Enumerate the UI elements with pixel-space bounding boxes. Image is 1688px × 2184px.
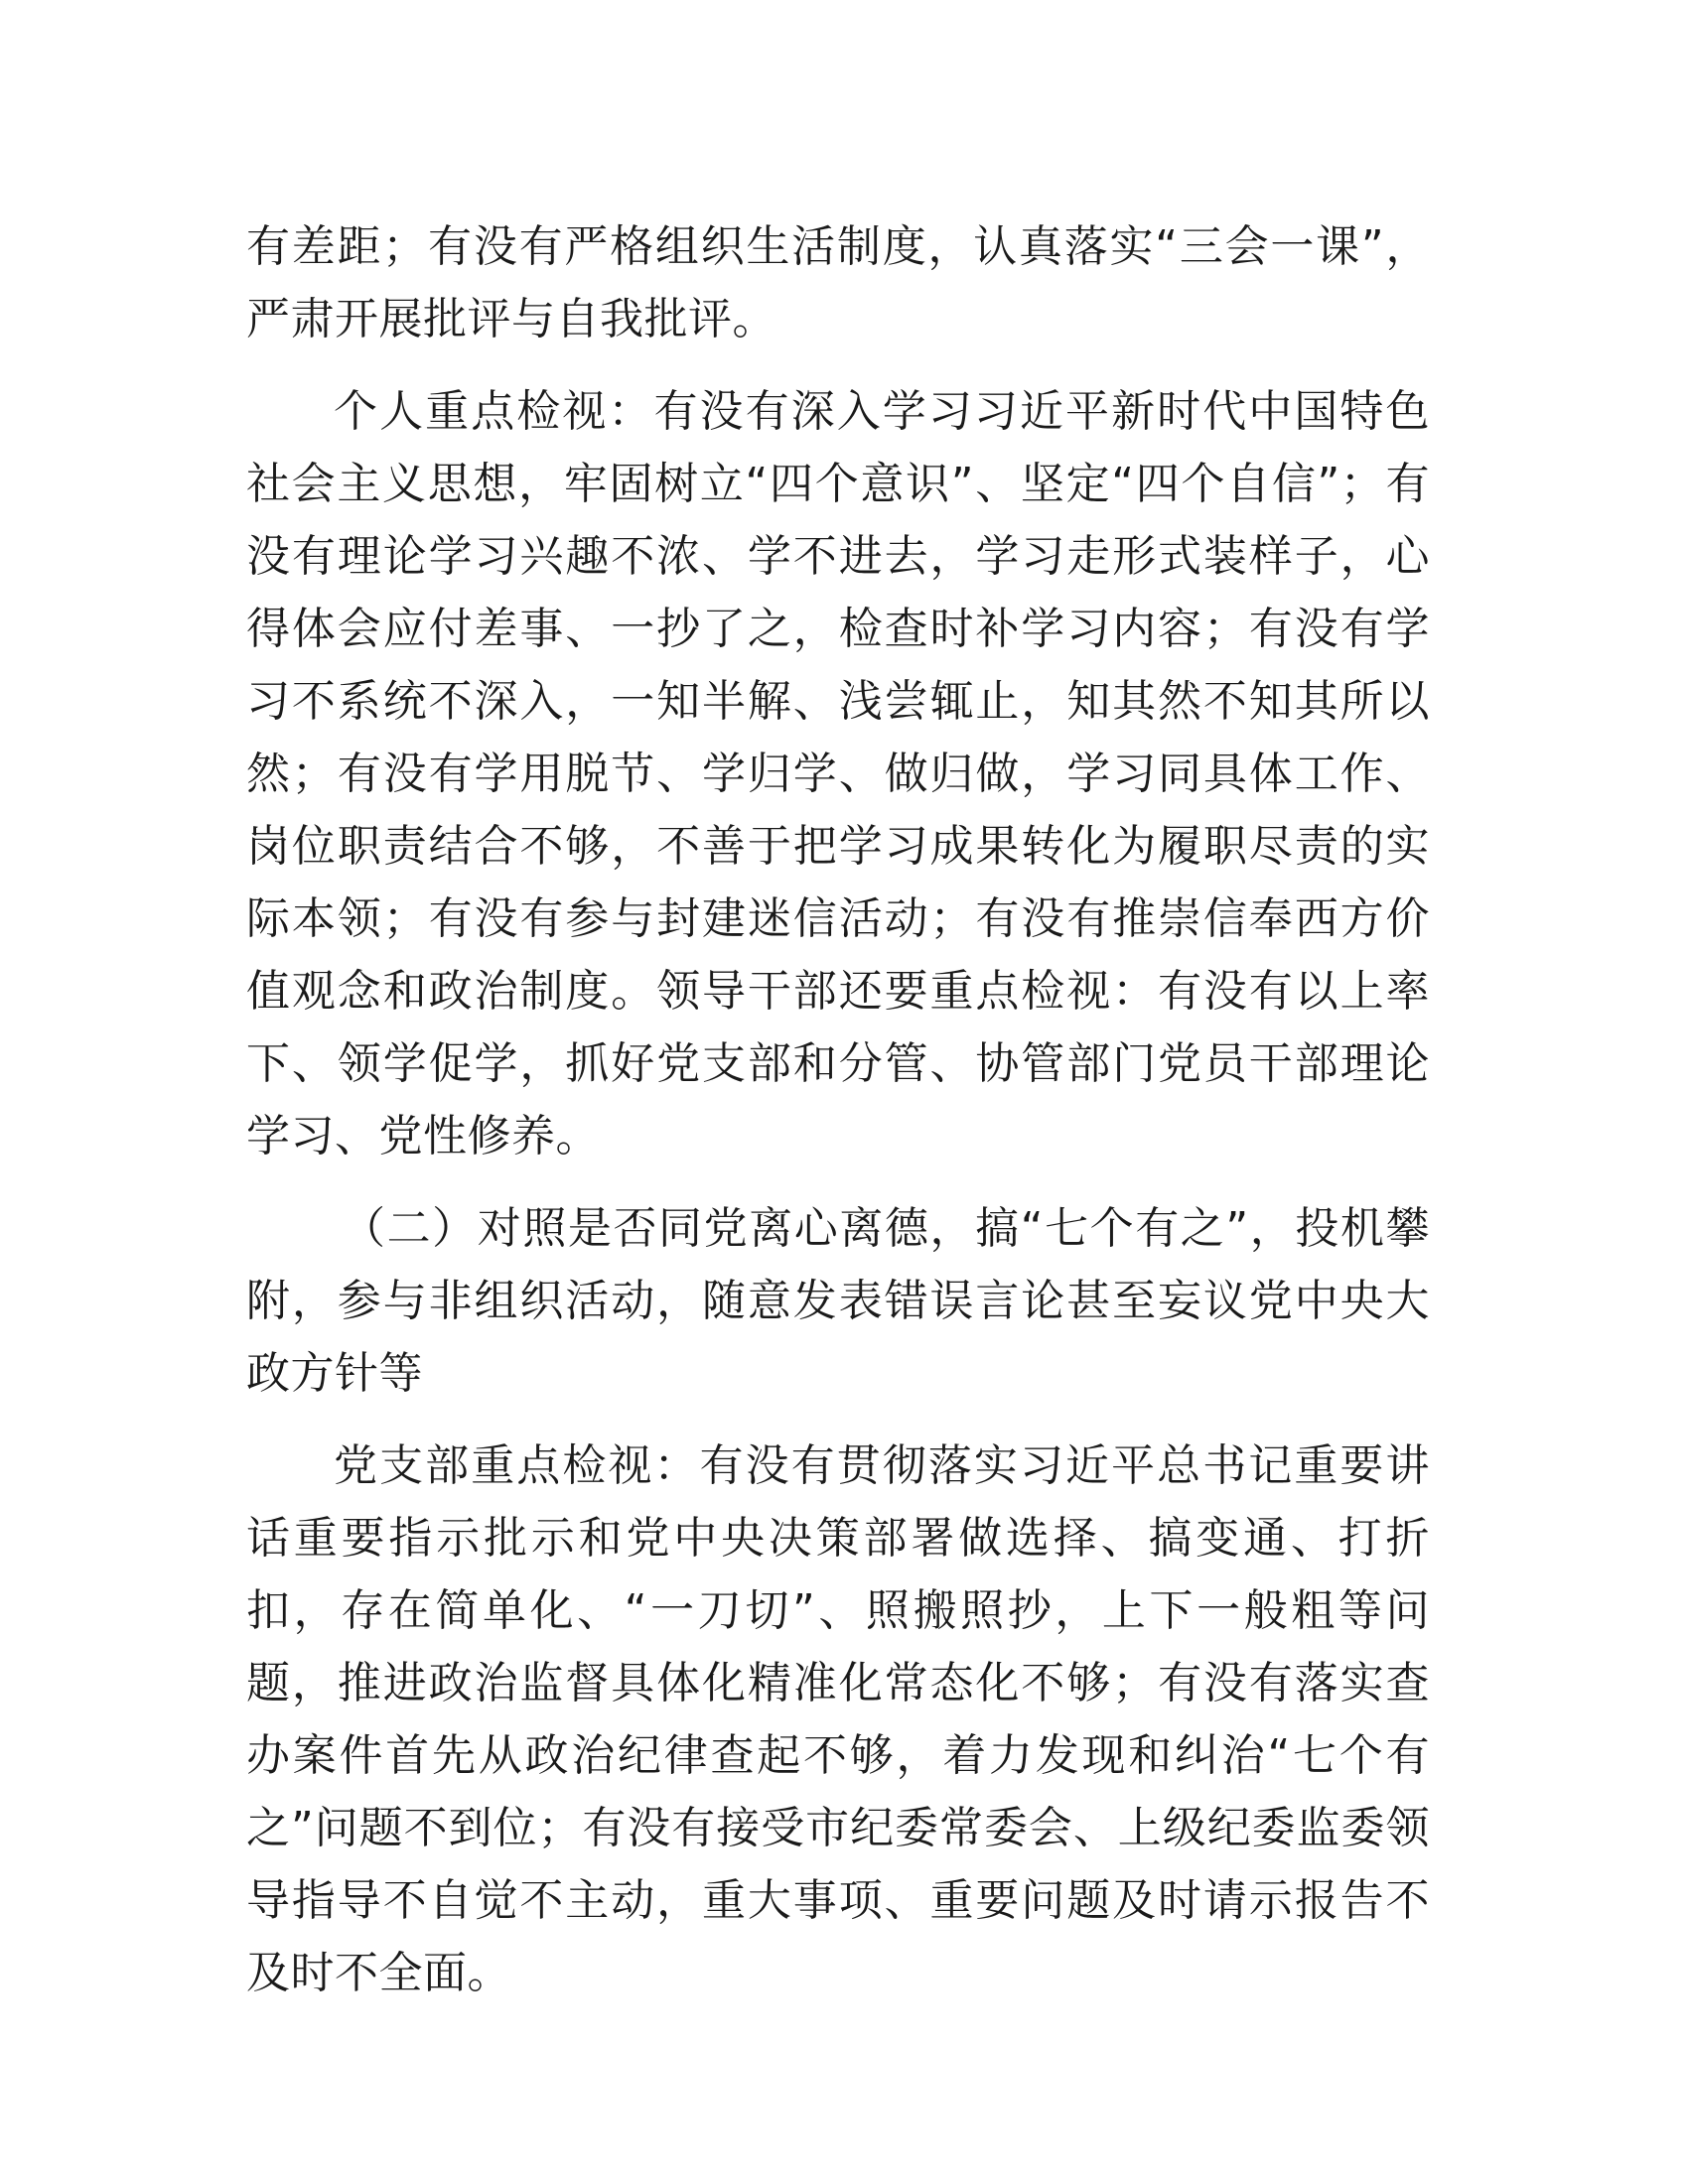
section-heading-2: （二）对照是否同党离心离德，搞“七个有之”，投机攀附，参与非组织活动，随意发表错误言论甚至妄议党中央大政方针等: [246, 1203, 1430, 1399]
paragraph-continuation: 有差距；有没有严格组织生活制度，认真落实“三会一课”，严肃开展批评与自我批评。: [246, 221, 1430, 344]
document-body: [246, 210, 1430, 2029]
paragraph-personal-review: 个人重点检视：有没有深入学习习近平新时代中国特色社会主义思想，牢固树立“四个意识”、坚定“四个自信”；有没有理论学习兴趣不浓、学不进去，学习走形式装样子，心得体会应付差事、一抄了之，检查时补学习内容；有没有学习不系统不深入，一知半解、浅尝辄止，知其然不知其所以然；有没有学用脱节、学归学、做归做，学习同具体工作、岗位职责结合不够，不善于把学习成果转化为履职尽责的实际本领；有没有参与封建迷信活动；有没有推崇信奉西方价值观念和政治制度。领导干部还要重点检视：有没有以上率下、领学促学，抓好党支部和分管、协管部门党员干部理论学习、党性修养。: [246, 386, 1430, 1161]
paragraph-branch-review: 党支部重点检视：有没有贯彻落实习近平总书记重要讲话重要指示批示和党中央决策部署做选择、搞变通、打折扣，存在简单化、“一刀切”、照搬照抄，上下一般粗等问题，推进政治监督具体化精准化常态化不够；有没有落实查办案件首先从政治纪律查起不够，着力发现和纠治“七个有之”问题不到位；有没有接受市纪委常委会、上级纪委监委领导指导不自觉不主动，重大事项、重要问题及时请示报告不及时不全面。: [246, 1440, 1430, 1998]
